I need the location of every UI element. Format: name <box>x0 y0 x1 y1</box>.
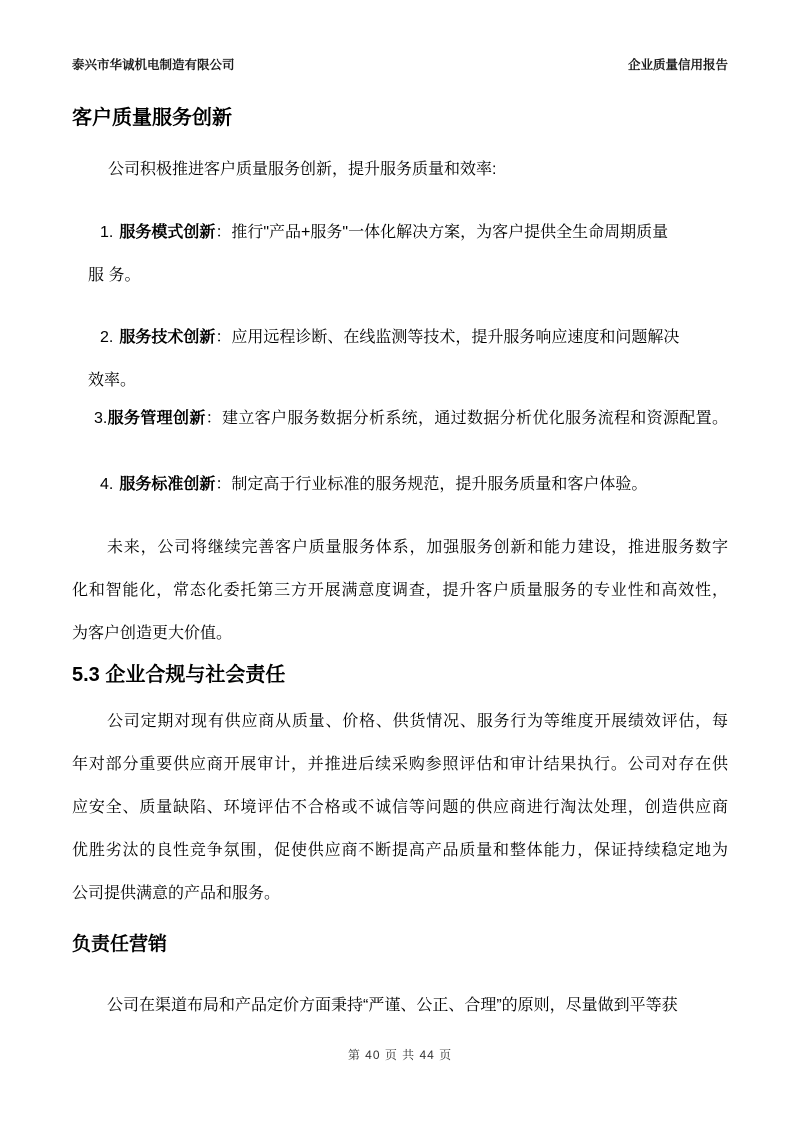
list-item-1-line-2: 服 务。 <box>88 267 141 284</box>
page-footer <box>72 1047 728 1064</box>
list-item-4-colon: ： <box>215 476 232 493</box>
responsible-marketing-paragraph <box>72 984 728 1027</box>
list-item-3-number: 3. <box>94 410 108 427</box>
supplier-paragraph-line-2: 年对部分重要供应商开展审计，并推进后续采购参照评估和审计结果执行。公司对存在供 <box>72 756 728 773</box>
list-item-2-number: 2. <box>100 329 114 346</box>
outlook-line-1: 未来，公司将继续完善客户质量服务体系，加强服务创新和能力建设，推进服务数字 <box>107 539 728 556</box>
list-item-3-line-1 <box>72 397 728 440</box>
list-item-3-colon: ： <box>205 410 223 427</box>
list-item-3-label: 服务管理创新 <box>107 410 206 427</box>
page-number: 第 40 页 共 44 页 <box>347 1048 453 1062</box>
list-item-2-colon: ： <box>215 329 232 346</box>
list-item-3 <box>72 397 728 440</box>
intro-paragraph: 公司积极推进客户质量服务创新，提升服务质量和效率: <box>108 161 497 178</box>
page-header <box>72 57 728 74</box>
supplier-paragraph-line-5: 公司提供满意的产品和服务。 <box>72 885 281 902</box>
list-item-2-label: 服务技术创新 <box>119 329 216 346</box>
section-title-compliance-responsibility: 5.3 企业合规与社会责任 <box>72 664 286 686</box>
list-item-1-colon: ： <box>215 224 232 241</box>
list-item-4-number: 4. <box>100 476 114 493</box>
outlook-line-2: 化和智能化，常态化委托第三方开展满意度调查，提升客户质量服务的专业性和高效性， <box>72 582 728 599</box>
supplier-paragraph-line-3: 应安全、质量缺陷、环境评估不合格或不诚信等问题的供应商进行淘汰处理，创造供应商 <box>72 799 728 816</box>
supplier-evaluation-paragraph <box>72 700 728 915</box>
marketing-paragraph-line-1: 公司在渠道布局和产品定价方面秉持“严谨、公正、合理”的原则，尽量做到平等获 <box>107 997 678 1014</box>
list-item-4-line-1 <box>72 463 728 506</box>
list-item-1-number: 1. <box>100 224 114 241</box>
supplier-paragraph-line-1: 公司定期对现有供应商从质量、价格、供货情况、服务行为等维度开展绩效评估，每 <box>107 713 728 730</box>
list-item-4 <box>72 463 728 506</box>
list-item-1-text: 推行"产品+服务"一体化解决方案，为客户提供全生命周期质量 <box>231 224 669 241</box>
list-item-2 <box>72 316 728 402</box>
section-title-customer-service-innovation: 客户质量服务创新 <box>72 107 232 129</box>
list-item-1-line-1 <box>72 211 728 254</box>
header-company-name: 泰兴市华诚机电制造有限公司 <box>72 58 235 72</box>
supplier-paragraph-line-4: 优胜劣汰的良性竞争氛围，促使供应商不断提高产品质量和整体能力，保证持续稳定地为 <box>72 842 728 859</box>
list-item-1 <box>72 211 728 297</box>
outlook-paragraph <box>72 526 728 655</box>
section-title-responsible-marketing: 负责任营销 <box>72 934 168 955</box>
list-item-3-text: 建立客户服务数据分析系统，通过数据分析优化服务流程和资源配置。 <box>222 410 728 427</box>
list-item-2-line-2: 效率。 <box>88 372 137 389</box>
list-item-2-text: 应用远程诊断、在线监测等技术，提升服务响应速度和问题解决 <box>231 329 680 346</box>
list-item-2-line-1 <box>72 316 728 359</box>
header-report-title: 企业质量信用报告 <box>627 58 728 72</box>
outlook-line-3: 为客户创造更大价值。 <box>72 625 233 642</box>
list-item-1-label: 服务模式创新 <box>119 224 216 241</box>
list-item-4-text: 制定高于行业标准的服务规范，提升服务质量和客户体验。 <box>231 476 648 493</box>
list-item-4-label: 服务标准创新 <box>119 476 216 493</box>
